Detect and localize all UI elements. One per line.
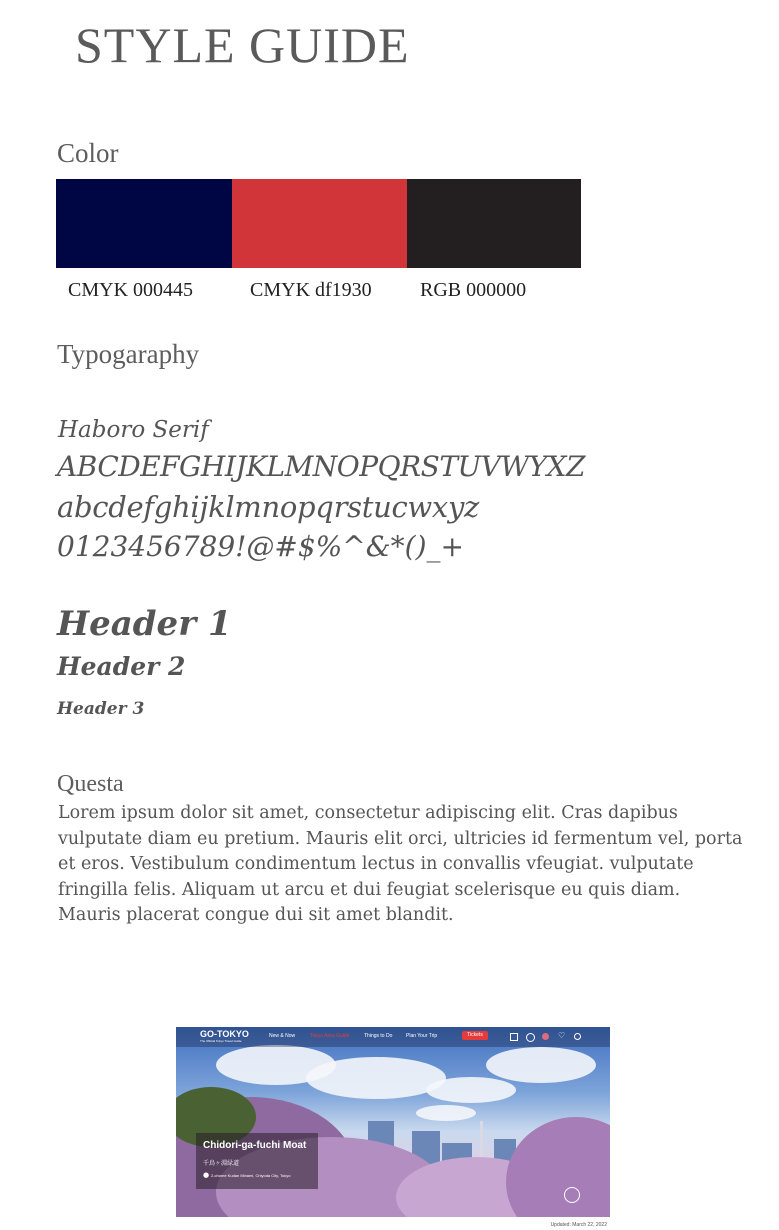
typography-heading: Typogaraphy [57, 339, 200, 369]
swatch-navy [56, 179, 232, 268]
heart-icon: ♡ [558, 1031, 566, 1040]
preview-tickets-button: Tickets [462, 1031, 488, 1040]
font1-uppercase: ABCDEFGHIJKLMNOPQRSTUVWYXZ [57, 450, 585, 483]
preview-card-title: Chidori-ga-fuchi Moat [203, 1140, 307, 1151]
header-3-sample: Header 3 [57, 699, 145, 719]
preview-nav-item-area: Tokyo Area Guide [310, 1033, 350, 1039]
font1-lowercase: abcdefghijklmnopqrstucwxyz [57, 490, 480, 524]
preview-card-address: 2-chome Kudan Minami, Chiyoda City, Tokyo [211, 1173, 291, 1178]
font2-name: Questa [57, 771, 124, 797]
swatch-black [407, 179, 581, 268]
font2-sample-paragraph: Lorem ipsum dolor sit amet, consectetur adipiscing elit. Cras dapibus vulputate diam eu pretium. Mauris elit orci, ultricies id fermentum vel, porta et eros. Vestibulum condimentum lectus in convallis vfeugiat. vulputate fringilla felis. Aliquam ut arcu et dui feugiat scelerisque eu quis diam. Mauris placerat congue dui sit amet blandit. [58, 803, 743, 925]
preview-updated-date: Updated: March 22, 2022 [550, 1222, 607, 1228]
preview-card-subtitle: 千鳥ヶ淵緑道 [203, 1160, 240, 1167]
swatch-label-red: CMYK df1930 [250, 279, 372, 301]
preview-logo-sub: The Official Tokyo Travel Guide [200, 1039, 242, 1043]
image-icon [510, 1033, 518, 1041]
website-preview [176, 1027, 610, 1217]
color-heading: Color [57, 138, 119, 168]
font1-name: Haboro Serif [58, 417, 209, 443]
compass-icon [564, 1187, 580, 1203]
header-1-sample: Header 1 [57, 604, 232, 644]
page-title: STYLE GUIDE [75, 17, 410, 73]
location-pin-icon: ● [203, 1171, 210, 1179]
swatch-label-black: RGB 000000 [420, 279, 527, 301]
preview-logo: GO-TOKYO [200, 1029, 249, 1039]
globe-icon [526, 1033, 535, 1042]
font1-numbers: 0123456789!@#$%^&*()_+ [57, 530, 464, 563]
header-2-sample: Header 2 [57, 652, 186, 681]
share-icon [542, 1033, 549, 1040]
search-icon [574, 1033, 581, 1040]
preview-nav-item-things: Things to Do [364, 1033, 393, 1039]
swatch-label-navy: CMYK 000445 [68, 279, 194, 301]
swatch-red [232, 179, 407, 268]
preview-nav-item-plan: Plan Your Trip [406, 1033, 438, 1039]
preview-nav-item-new: New & Now [269, 1033, 296, 1039]
